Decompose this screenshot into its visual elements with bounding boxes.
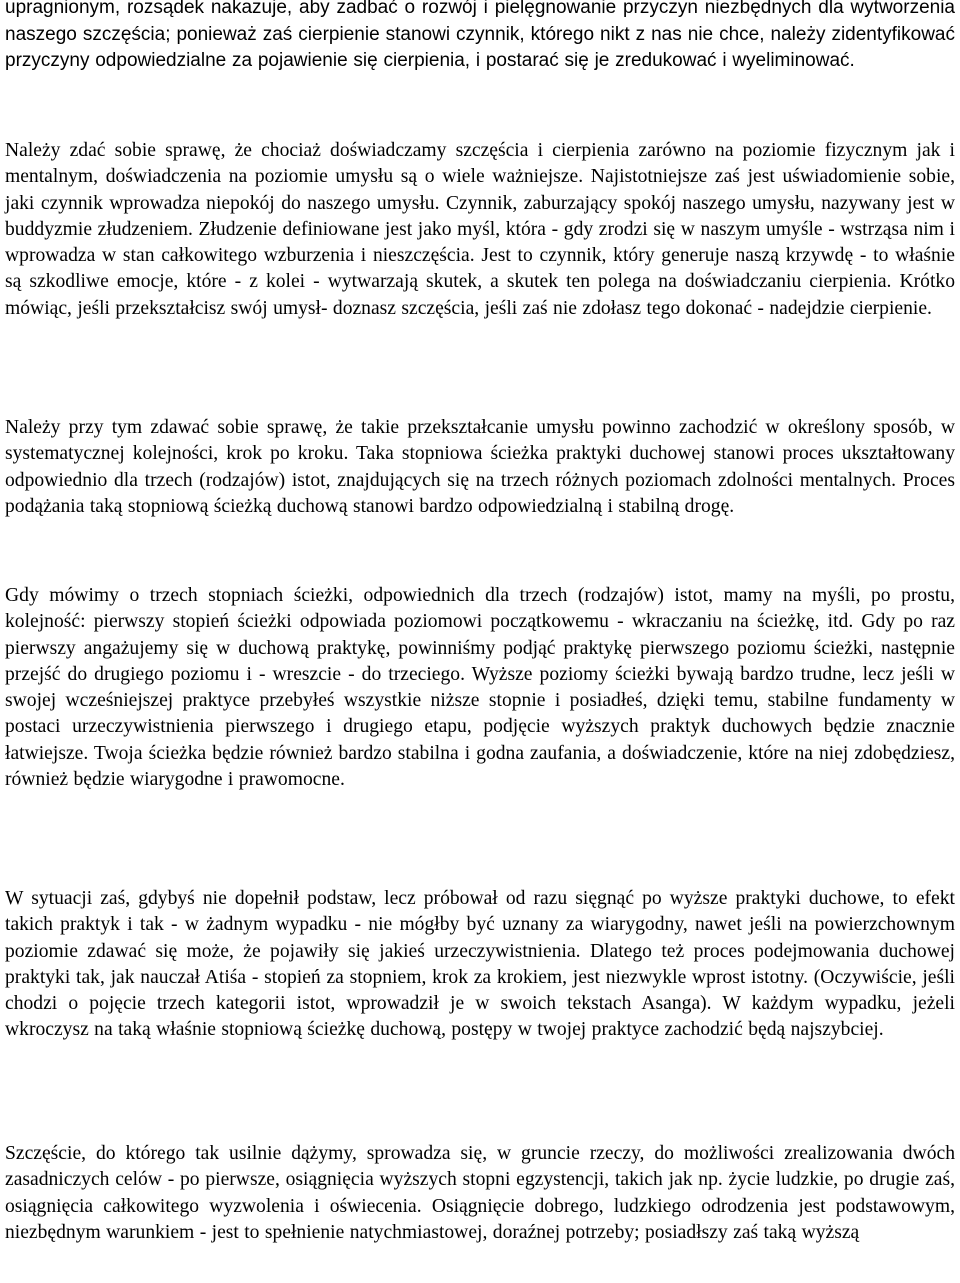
paragraph-3: Należy przy tym zdawać sobie sprawę, że takie przekształcanie umysłu powinno zachodzić w określony sposób, w systematycznej kolejności, krok po kroku. Taka stopniowa ścieżka praktyki duchowej stanowi proces ukształtowany odpowiednio dla trzech (rodzajów) istot, znajdujących się na trzech różnych poziomach zdolności mentalnych. Proces podążania taką stopniową ścieżką duchową stanowi bardzo odpowiedzialną i stabilną drogę.: [5, 417, 955, 517]
paragraph-4: Gdy mówimy o trzech stopniach ścieżki, odpowiednich dla trzech (rodzajów) istot, mamy na myśli, po prostu, kolejność: pierwszy stopień ścieżki odpowiada poziomowi początkowemu - wkraczaniu na ścieżkę, itd. Gdy po raz pierwszy angażujemy się w duchową praktykę, powinniśmy podjąć praktykę pierwszego poziomu ścieżki, następnie przejść do drugiego poziomu i - wreszcie - do trzeciego. Wyższe poziomy ścieżki bywają bardzo trudne, lecz jeśli w swojej wcześniejszej praktyce przebyłeś wszystkie niższe stopnie i posiadłeś, dzięki temu, stabilne fundamenty w postaci urzeczywistnienia pierwszego i drugiego etapu, podjęcie wyższych praktyk duchowych będzie znacznie łatwiejsze. Twoja ścieżka będzie również bardzo stabilna i godna zaufania, a doświadczenie, które na niej zdobędziesz, również będzie wiarygodne i prawomocne.: [5, 585, 955, 791]
paragraph-2: Należy zdać sobie sprawę, że chociaż doświadczamy szczęścia i cierpienia zarówno na poziomie fizycznym jak i mentalnym, doświadczenia na poziomie umysłu są o wiele ważniejsze. Najistotniejsze zaś jest uświadomienie sobie, jaki czynnik wprowadza niepokój do naszego umysłu. Czynnik, zaburzający spokój naszego umysłu, nazywany jest w buddyzmie złudzeniem. Złudzenie definiowane jest jako myśl, która - gdy zrodzi się w naszym umyśle - wstrząsa nim i wprowadza w stan całkowitego wzburzenia i nieszczęścia. Jest to czynnik, który generuje naszą krzywdę - to właśnie są szkodliwe emocje, które - z kolei - wytwarzają skutek, a skutek ten polega na doświadczaniu cierpienia. Krótko mówiąc, jeśli przekształcisz swój umysł- doznasz szczęścia, jeśli zaś nie zdołasz tego dokonać - nadejdzie cierpienie.: [5, 140, 955, 319]
paragraph-5: W sytuacji zaś, gdybyś nie dopełnił podstaw, lecz próbował od razu sięgnąć po wyższe praktyki duchowe, to efekt takich praktyk i tak - w żadnym wypadku - nie mógłby być uznany za wiarygodny, nawet jeśli na powierzchownym poziomie zdawać się może, że pojawiły się jakieś urzeczywistnienia. Dlatego też proces podejmowania duchowej praktyki tak, jak nauczał Atiśa - stopień za stopniem, krok za krokiem, jest niezwykle wprost istotny. (Oczywiście, jeśli chodzi o pojęcie trzech kategorii istot, wprowadził je w swoich tekstach Asanga). W każdym wypadku, jeżeli wkroczysz na taką właśnie stopniową ścieżkę duchową, postępy w twojej praktyce zachodzić będą najszybciej.: [5, 888, 955, 1041]
paragraph-1: upragnionym, rozsądek nakazuje, aby zadbać o rozwój i pielęgnowanie przyczyn niezbędnych dla wytworzenia naszego szczęścia; ponieważ zaś cierpienie stanowi czynnik, którego nikt z nas nie chce, należy zidentyfikować przyczyny odpowiedzialne za pojawienie się cierpienia, i postarać się je zredukować i wyeliminować.: [5, 0, 955, 71]
paragraph-6: Szczęście, do którego tak usilnie dążymy, sprowadza się, w gruncie rzeczy, do możliwości zrealizowania dwóch zasadniczych celów - po pierwsze, osiągnięcia wyższych stopni egzystencji, takich jak np. życie ludzkie, po drugie zaś, osiągnięcia całkowitego wyzwolenia i oświecenia. Osiągnięcie dobrego, ludzkiego odrodzenia jest podstawowym, niezbędnym warunkiem - jest to spełnienie natychmiastowej, doraźnej potrzeby; posiadłszy zaś taką wyższą: [5, 1143, 955, 1243]
